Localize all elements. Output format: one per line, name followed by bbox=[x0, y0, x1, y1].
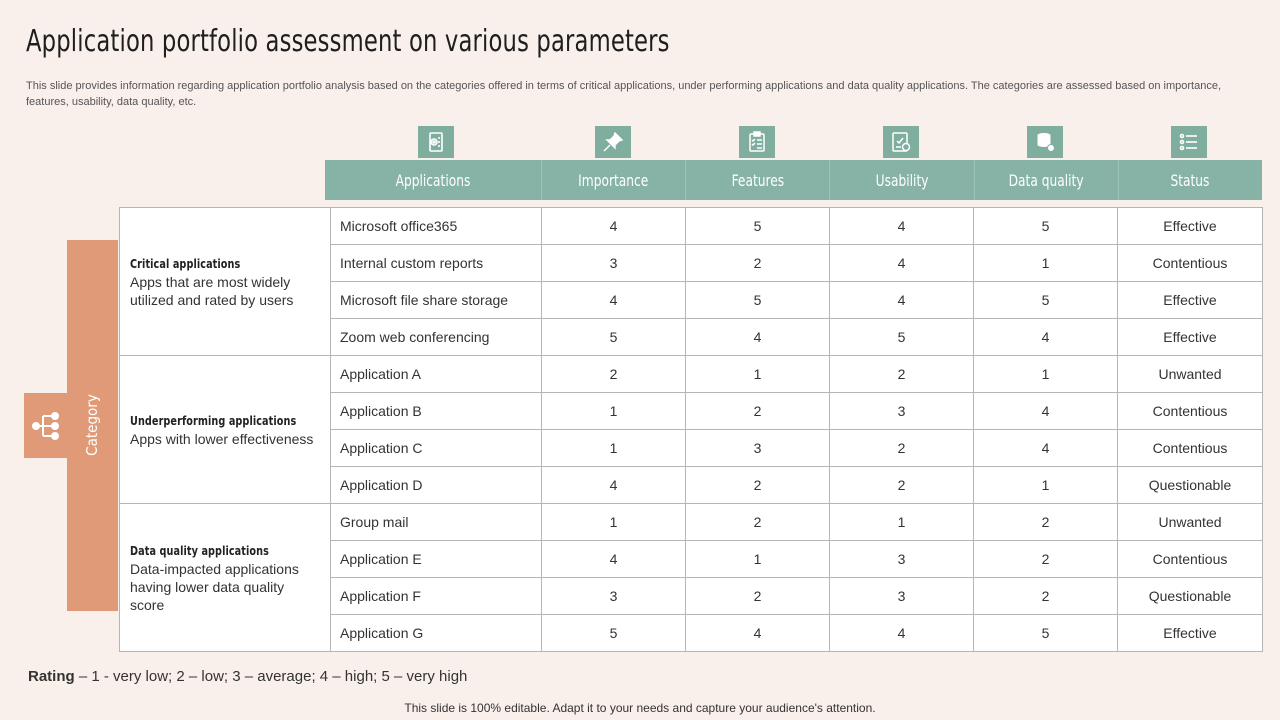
certificate-check-icon bbox=[883, 126, 919, 158]
group-title: Data quality applications bbox=[130, 542, 269, 558]
category-label: Category bbox=[83, 394, 101, 456]
importance-cell: 4 bbox=[542, 541, 686, 578]
app-name-cell: Application G bbox=[331, 615, 542, 652]
features-cell: 5 bbox=[686, 208, 830, 245]
importance-cell: 3 bbox=[542, 245, 686, 282]
features-cell: 4 bbox=[686, 615, 830, 652]
features-cell: 2 bbox=[686, 578, 830, 615]
header-importance: Importance bbox=[542, 160, 686, 200]
features-cell: 2 bbox=[686, 504, 830, 541]
table-row bbox=[120, 208, 1263, 245]
category-group-cell bbox=[120, 504, 331, 652]
app-name-cell: Application B bbox=[331, 393, 542, 430]
app-name-cell: Microsoft file share storage bbox=[331, 282, 542, 319]
data-quality-cell: 2 bbox=[974, 504, 1118, 541]
usability-cell: 3 bbox=[830, 541, 974, 578]
app-name-cell: Application C bbox=[331, 430, 542, 467]
status-cell: Effective bbox=[1118, 282, 1263, 319]
app-name-cell: Internal custom reports bbox=[331, 245, 542, 282]
importance-cell: 2 bbox=[542, 356, 686, 393]
importance-cell: 4 bbox=[542, 467, 686, 504]
table-header bbox=[325, 160, 1262, 200]
importance-cell: 4 bbox=[542, 282, 686, 319]
features-cell: 3 bbox=[686, 430, 830, 467]
header-usability: Usability bbox=[830, 160, 974, 200]
importance-cell: 1 bbox=[542, 430, 686, 467]
pin-icon bbox=[595, 126, 631, 158]
importance-cell: 1 bbox=[542, 504, 686, 541]
app-name-cell: Group mail bbox=[331, 504, 542, 541]
slide-subtitle: This slide provides information regarding application portfolio analysis based on the categories offered in terms of critical applications, under performing applications and data quality applications. The categories are assessed based on importance, features, usability, data quality, etc. bbox=[26, 80, 1221, 108]
category-group-cell bbox=[120, 208, 331, 356]
usability-cell: 4 bbox=[830, 615, 974, 652]
header-applications: Applications bbox=[325, 160, 542, 200]
list-icon bbox=[1171, 126, 1207, 158]
usability-cell: 2 bbox=[830, 356, 974, 393]
features-cell: 2 bbox=[686, 245, 830, 282]
rating-legend: Rating – 1 - very low; 2 – low; 3 – average; 4 – high; 5 – very high bbox=[28, 668, 468, 685]
importance-cell: 4 bbox=[542, 208, 686, 245]
group-description: Data-impacted applications having lower data quality score bbox=[130, 560, 299, 613]
data-quality-cell: 4 bbox=[974, 430, 1118, 467]
features-cell: 1 bbox=[686, 541, 830, 578]
header-data-quality: Data quality bbox=[975, 160, 1119, 200]
usability-cell: 5 bbox=[830, 319, 974, 356]
app-name-cell: Application D bbox=[331, 467, 542, 504]
app-name-cell: Microsoft office365 bbox=[331, 208, 542, 245]
footer-note: This slide is 100% editable. Adapt it to your needs and capture your audience's attention. bbox=[404, 701, 876, 715]
clipboard-checklist-icon bbox=[739, 126, 775, 158]
usability-cell: 4 bbox=[830, 282, 974, 319]
group-title: Underperforming applications bbox=[130, 412, 297, 428]
data-quality-cell: 5 bbox=[974, 208, 1118, 245]
data-quality-cell: 5 bbox=[974, 615, 1118, 652]
header-features: Features bbox=[686, 160, 830, 200]
table-row bbox=[120, 356, 1263, 393]
app-name-cell: Zoom web conferencing bbox=[331, 319, 542, 356]
table-row bbox=[120, 504, 1263, 541]
status-cell: Effective bbox=[1118, 319, 1263, 356]
importance-cell: 1 bbox=[542, 393, 686, 430]
data-quality-cell: 2 bbox=[974, 541, 1118, 578]
status-cell: Questionable bbox=[1118, 578, 1263, 615]
usability-cell: 3 bbox=[830, 393, 974, 430]
features-cell: 1 bbox=[686, 356, 830, 393]
usability-cell: 2 bbox=[830, 467, 974, 504]
features-cell: 5 bbox=[686, 282, 830, 319]
group-title: Critical applications bbox=[130, 255, 241, 271]
group-description: Apps that are most widely utilized and rated by users bbox=[130, 273, 294, 308]
status-cell: Effective bbox=[1118, 615, 1263, 652]
importance-cell: 3 bbox=[542, 578, 686, 615]
status-cell: Contentious bbox=[1118, 541, 1263, 578]
usability-cell: 1 bbox=[830, 504, 974, 541]
usability-cell: 4 bbox=[830, 245, 974, 282]
app-name-cell: Application E bbox=[331, 541, 542, 578]
settings-document-icon bbox=[418, 126, 454, 158]
data-quality-cell: 5 bbox=[974, 282, 1118, 319]
usability-cell: 3 bbox=[830, 578, 974, 615]
status-cell: Effective bbox=[1118, 208, 1263, 245]
data-quality-cell: 4 bbox=[974, 393, 1118, 430]
usability-cell: 2 bbox=[830, 430, 974, 467]
slide-title: Application portfolio assessment on various parameters bbox=[26, 24, 670, 59]
data-quality-cell: 2 bbox=[974, 578, 1118, 615]
status-cell: Unwanted bbox=[1118, 504, 1263, 541]
group-description: Apps with lower effectiveness bbox=[130, 430, 314, 447]
hierarchy-icon bbox=[24, 393, 68, 458]
app-name-cell: Application A bbox=[331, 356, 542, 393]
header-status: Status bbox=[1170, 170, 1210, 190]
app-name-cell: Application F bbox=[331, 578, 542, 615]
assessment-table bbox=[119, 207, 1263, 652]
data-quality-cell: 1 bbox=[974, 356, 1118, 393]
usability-cell: 4 bbox=[830, 208, 974, 245]
status-cell: Questionable bbox=[1118, 467, 1263, 504]
status-cell: Contentious bbox=[1118, 245, 1263, 282]
status-cell: Contentious bbox=[1118, 393, 1263, 430]
data-quality-cell: 4 bbox=[974, 319, 1118, 356]
features-cell: 2 bbox=[686, 393, 830, 430]
status-cell: Unwanted bbox=[1118, 356, 1263, 393]
importance-cell: 5 bbox=[542, 319, 686, 356]
importance-cell: 5 bbox=[542, 615, 686, 652]
status-cell: Contentious bbox=[1118, 430, 1263, 467]
database-gear-icon bbox=[1027, 126, 1063, 158]
data-quality-cell: 1 bbox=[974, 467, 1118, 504]
data-quality-cell: 1 bbox=[974, 245, 1118, 282]
category-group-cell bbox=[120, 356, 331, 504]
features-cell: 4 bbox=[686, 319, 830, 356]
features-cell: 2 bbox=[686, 467, 830, 504]
